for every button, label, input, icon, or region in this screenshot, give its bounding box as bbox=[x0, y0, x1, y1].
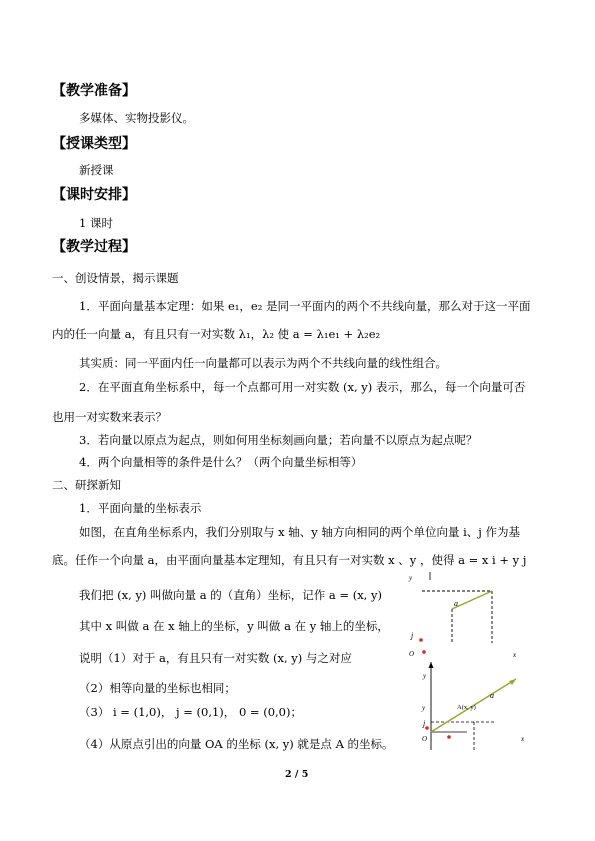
figure-vector-translated bbox=[400, 572, 540, 664]
part2-note2: （2）相等向量的坐标也相同； bbox=[79, 681, 236, 695]
part2-note1: 说明（1）对于 a，有且只有一对实数 (x, y) 与之对应 bbox=[79, 651, 352, 665]
teaching-preparation-text: 多媒体、实物投影仪。 bbox=[79, 111, 194, 125]
page-number: 2 / 5 bbox=[285, 769, 309, 780]
figure-a-label: a bbox=[490, 691, 494, 700]
figure-top-o-label: O bbox=[409, 650, 415, 658]
figure-top-vector-a bbox=[452, 591, 492, 609]
figure-j-unit-arrow-icon bbox=[425, 726, 429, 730]
figure-x-axis-label: x bbox=[521, 735, 525, 743]
part2-note3: （3） i = (1,0)， j = (0,1)， 0 = (0,0)； bbox=[79, 705, 302, 719]
part2-para1-line1: 如图，在直角坐标系内，我们分别取与 x 轴、y 轴方向相同的两个单位向量 i、j 作为基 bbox=[79, 525, 520, 539]
part1-title: 一、创设情景，揭示课题 bbox=[52, 271, 179, 285]
figure-y-axis-label: y bbox=[423, 672, 427, 680]
part2-title: 二、研探新知 bbox=[52, 478, 121, 492]
part1-essence: 其实质：同一平面内任一向量都可以表示为两个不共线向量的线性组合。 bbox=[79, 356, 447, 370]
part1-item3: 3．若向量以原点为起点，则如何用坐标刻画向量；若向量不以原点为起点呢？ bbox=[79, 433, 478, 447]
figure-top-y-label: y bbox=[409, 574, 413, 582]
figure-origin-label: O bbox=[422, 735, 428, 743]
part1-item2-line1: 2．在平面直角坐标系中，每一个点都可用一对实数 (x, y) 表示，那么，每一个向量可否 bbox=[79, 380, 526, 394]
part2-para1-line2: 底。任作一个向量 a，由平面向量基本定理知，有且只有一对实数 x 、y ，使得 a = x i + y j bbox=[52, 553, 527, 567]
figure-point-a-label: A(x, y) bbox=[457, 704, 476, 711]
lesson-type-text: 新授课 bbox=[79, 163, 114, 177]
part2-para3: 其中 x 叫做 a 在 x 轴上的坐标，y 叫做 a 在 y 轴上的坐标， bbox=[79, 619, 389, 633]
heading-schedule: 【课时安排】 bbox=[52, 187, 136, 203]
part1-item2-line2: 也用一对实数来表示？ bbox=[52, 410, 167, 424]
figure-i-unit-arrow-icon bbox=[447, 735, 451, 739]
figure-top-x-label: x bbox=[513, 651, 517, 659]
figure-y-axis-arrow-icon bbox=[429, 662, 434, 668]
part2-sub1: 1．平面向量的坐标表示 bbox=[79, 501, 202, 515]
figure-vector-oa-arrow-icon bbox=[509, 679, 516, 685]
heading-teaching-preparation: 【教学准备】 bbox=[52, 83, 136, 99]
schedule-text: 1 课时 bbox=[79, 216, 113, 230]
heading-lesson-type: 【授课类型】 bbox=[52, 136, 136, 152]
figure-top-a-label: a bbox=[454, 599, 458, 608]
figure-vector-coordinates bbox=[404, 662, 544, 752]
part2-para2: 我们把 (x, y) 叫做向量 a 的（直角）坐标，记作 a = (x, y) bbox=[79, 588, 382, 602]
part1-item1-line2: 内的任一向量 a，有且只有一对实数 λ₁，λ₂ 使 a = λ₁e₁ + λ₂e₂ bbox=[52, 327, 381, 341]
part1-item4: 4．两个向量相等的条件是什么？（两个向量坐标相等） bbox=[79, 455, 363, 469]
figure-j-label: j bbox=[423, 719, 426, 728]
part1-item1-line1: 1．平面向量基本定理：如果 e₁，e₂ 是同一平面内的两个不共线向量，那么对于这一平面 bbox=[79, 299, 531, 313]
part2-note4: （4）从原点引出的向量 OA 的坐标 (x, y) 就是点 A 的坐标。 bbox=[79, 737, 394, 751]
heading-teaching-process: 【教学过程】 bbox=[52, 239, 136, 255]
figure-top-i-arrow-icon bbox=[422, 650, 426, 654]
figure-y-coordinate-label: y bbox=[422, 704, 426, 712]
figure-top-j-label: j bbox=[411, 631, 414, 640]
figure-top-j-arrow-icon bbox=[419, 638, 423, 642]
